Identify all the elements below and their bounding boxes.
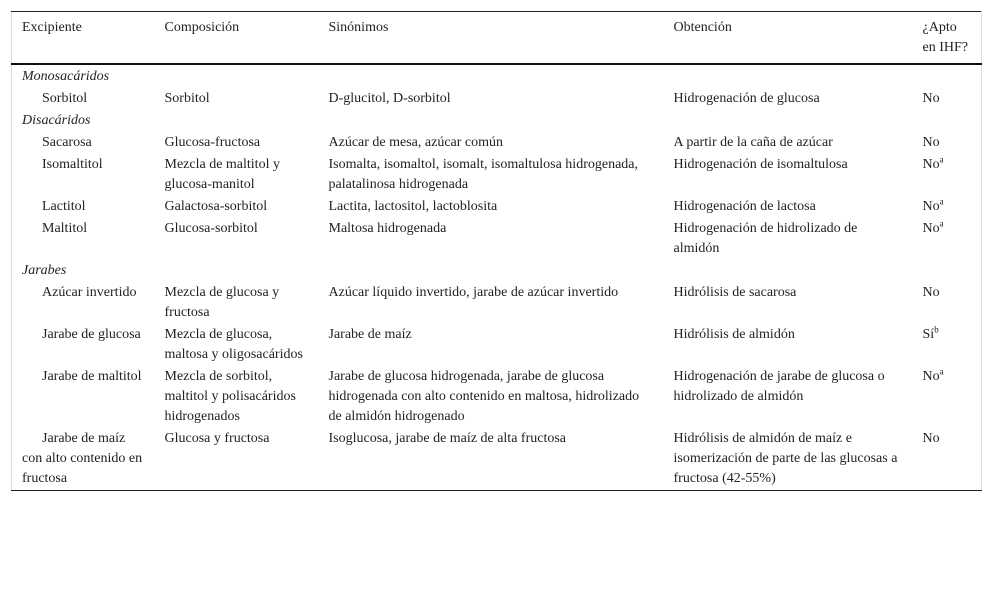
excipiente-cell: Sorbitol [42,91,88,106]
apto-value: No [922,199,940,214]
footnote-marker: b [934,324,939,335]
obtencion-cell: Hidrogenación de hidrolizado de almidón [673,221,858,256]
apto-cell [913,218,982,260]
sinonimos-cell: Isoglucosa, jarabe de maíz de alta fructosa [328,431,567,446]
composicion-cell: Mezcla de maltitol y glucosa-manitol [164,157,280,192]
table-row [12,428,982,491]
footnote-marker: a [939,366,944,377]
table-row [12,154,982,196]
sinonimos-cell: Isomalta, isomaltol, isomalt, isomaltulosa hidrogenada, palatalinosa hidrogenada [328,157,639,192]
group-row [12,260,982,282]
obtencion-cell: Hidrogenación de jarabe de glucosa o hidrolizado de almidón [673,369,885,404]
table-body [12,64,982,491]
group-label: Jarabes [22,263,67,278]
apto-cell [913,324,982,366]
excipiente-cell: Azúcar invertido [42,285,137,300]
obtencion-cell: Hidrólisis de almidón de maíz e isomerización de parte de las glucosas a fructosa (42-55%) [673,431,898,486]
excipiente-cell: Jarabe de glucosa [42,327,141,342]
obtencion-cell: Hidrólisis de almidón [673,327,795,342]
obtencion-cell: Hidrogenación de glucosa [673,91,820,106]
apto-value: No [922,91,940,106]
group-label: Disacáridos [22,113,91,128]
excipiente-cell: Isomaltitol [42,157,103,172]
apto-value: Sí [922,327,935,342]
table-row [12,132,982,154]
sinonimos-cell: D-glucitol, D-sorbitol [328,91,451,106]
header-composicion: Composición [164,20,240,35]
apto-value: No [922,369,940,384]
apto-cell [913,428,982,491]
obtencion-cell: Hidrólisis de sacarosa [673,285,797,300]
apto-cell [913,132,982,154]
sinonimos-cell: Azúcar líquido invertido, jarabe de azúcar invertido [328,285,619,300]
excipients-table [11,11,982,491]
composicion-cell: Mezcla de glucosa, maltosa y oligosacáridos [164,327,303,362]
apto-cell [913,196,982,218]
header-apto: ¿Apto en IHF? [922,20,968,55]
table-row [12,282,982,324]
sinonimos-cell: Azúcar de mesa, azúcar común [328,135,504,150]
apto-value: No [922,285,940,300]
sinonimos-cell: Maltosa hidrogenada [328,221,447,236]
apto-value: No [922,221,940,236]
composicion-cell: Glucosa-fructosa [164,135,261,150]
excipiente-cell: Maltitol [42,221,88,236]
group-row [12,110,982,132]
composicion-cell: Galactosa-sorbitol [164,199,268,214]
table-row [12,366,982,428]
apto-value: No [922,431,940,446]
excipiente-cell: Jarabe de maíz con alto contenido en fructosa [22,431,143,486]
sinonimos-cell: Jarabe de glucosa hidrogenada, jarabe de glucosa hidrogenada con alto contenido en maltosa, hidrolizado de almidón hidrogenado [328,369,640,424]
composicion-cell: Glucosa y fructosa [164,431,270,446]
apto-cell [913,88,982,110]
composicion-cell: Glucosa-sorbitol [164,221,258,236]
excipiente-cell: Sacarosa [42,135,92,150]
table-row [12,88,982,110]
apto-cell [913,366,982,428]
header-obtencion: Obtención [673,20,732,35]
header-sinonimos: Sinónimos [328,20,389,35]
sinonimos-cell: Jarabe de maíz [328,327,412,342]
apto-cell [913,282,982,324]
obtencion-cell: A partir de la caña de azúcar [673,135,833,150]
group-row [12,64,982,88]
composicion-cell: Mezcla de sorbitol, maltitol y polisacáridos hidrogenados [164,369,296,424]
table-row [12,324,982,366]
sinonimos-cell: Lactita, lactositol, lactoblosita [328,199,498,214]
footnote-marker: a [939,196,944,207]
table-row [12,196,982,218]
composicion-cell: Mezcla de glucosa y fructosa [164,285,280,320]
group-label: Monosacáridos [22,69,110,84]
apto-value: No [922,135,940,150]
obtencion-cell: Hidrogenación de isomaltulosa [673,157,848,172]
obtencion-cell: Hidrogenación de lactosa [673,199,816,214]
excipiente-cell: Jarabe de maltitol [42,369,142,384]
table-row [12,218,982,260]
header-excipiente: Excipiente [22,20,82,35]
footnote-marker: a [939,218,944,229]
footnote-marker: a [939,154,944,165]
excipiente-cell: Lactitol [42,199,86,214]
apto-value: No [922,157,940,172]
composicion-cell: Sorbitol [164,91,210,106]
apto-cell [913,154,982,196]
table-header [12,12,982,65]
